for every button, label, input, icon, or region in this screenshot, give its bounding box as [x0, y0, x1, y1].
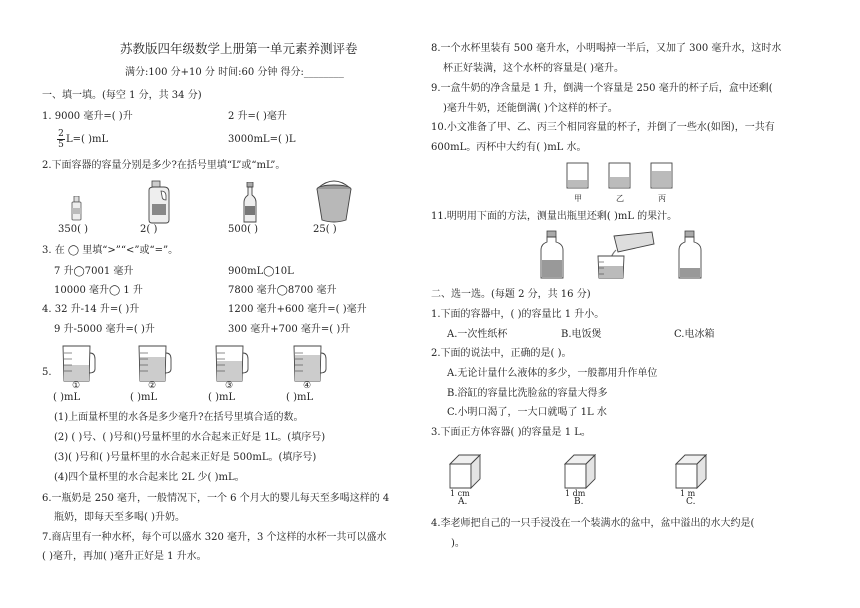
q4-b: 1200 毫升+600 毫升=( )毫升 [228, 304, 367, 315]
q5-blank-2: ( )mL [130, 392, 158, 403]
c3-question: 3.下面正方体容器( )的容量是 1 L。 [431, 427, 591, 438]
q8-line1: 8.一个水杯里装有 500 毫升水，小明喝掉一半后，又加了 300 毫升水，这时水 [431, 43, 782, 54]
q3-d: 7800 毫升◯8700 毫升 [228, 285, 337, 296]
c2-option-b: B.浴缸的容量比洗脸盆的容量大得多 [447, 388, 608, 399]
cube-b-side: 1 dm [565, 489, 586, 498]
juice-bottle-after-icon [676, 230, 706, 280]
q10-line2: 600mL。丙杯中大约有( )mL 水。 [431, 142, 587, 153]
cube-a-letter: A. [458, 497, 468, 507]
c2-option-a: A.无论计量什么液体的多少，一般都用升作单位 [447, 368, 658, 379]
section2-heading: 二、选一选。(每题 2 分，共 16 分) [431, 289, 591, 300]
cup-number-2: ② [148, 381, 157, 391]
cup-jia-icon [566, 162, 590, 190]
score-line: 满分:100 分+10 分 时间:60 分钟 得分:________ [125, 67, 344, 78]
c4-line1: 4.李老师把自己的一只手浸没在一个装满水的盆中，盆中溢出的水大约是( [431, 518, 755, 529]
q9-line2: )毫升牛奶，还能倒满( )个这样的杯子。 [443, 103, 618, 114]
q4-d: 300 毫升+700 毫升=( )升 [228, 324, 351, 335]
q9-line1: 9.一盒牛奶的净含量是 1 升，倒满一个容量是 250 毫升的杯子后，盒中还剩( [431, 83, 773, 94]
q3-b: 900mL◯10L [228, 266, 294, 277]
q6-line2: 瓶奶，即每天至多喝( )升奶。 [54, 512, 185, 523]
q5-blank-3: ( )mL [208, 392, 236, 403]
c1-question: 1.下面的容器中，( )的容量比 1 升小。 [431, 309, 605, 320]
q3-c: 10000 毫升◯ 1 升 [54, 285, 143, 296]
measuring-cup-2-icon [136, 343, 172, 383]
q8-line2: 杯正好装满，这个水杯的容量是( )毫升。 [443, 63, 624, 74]
c1-option-c: C.电冰箱 [674, 329, 715, 340]
cup-number-3: ③ [225, 381, 234, 391]
glass-bottle-icon [242, 182, 258, 224]
cube-c-letter: C. [686, 497, 696, 507]
cube-c-icon [673, 452, 713, 492]
q1-c-frac-den: 5 [58, 140, 64, 150]
cup-jia-label: 甲 [574, 194, 582, 203]
q7-line1: 7.商店里有一种水杯，每个可以盛水 320 毫升，3 个这样的水杯一共可以盛水 [42, 532, 387, 543]
measuring-cup-3-icon [213, 343, 249, 383]
c1-option-b: B.电饭煲 [561, 329, 602, 340]
q1-a: 1. 9000 毫升=( )升 [42, 111, 133, 122]
q5-sub2: (2) ( )号、( )号和()号量杯里的水合起来正好是 1L。(填序号) [54, 432, 326, 443]
q3-text: 3. 在 ◯ 里填“>”“<”或“=”。 [42, 245, 179, 256]
q5-sub3: (3)( )号和( )号量杯里的水合起来正好是 500mL。(填序号) [54, 452, 317, 463]
bucket-icon [314, 180, 354, 224]
q2-text: 2.下面容器的容量分别是多少?在括号里填“L”或“mL”。 [42, 160, 286, 171]
q1-c: L=( )mL [66, 134, 109, 145]
c4-line2: )。 [451, 538, 465, 549]
q1-d: 3000mL=( )L [228, 134, 296, 145]
cup-yi-icon [608, 162, 632, 190]
q4-a: 4. 32 升-14 升=( )升 [42, 304, 140, 315]
cup-bing-label: 丙 [658, 194, 666, 203]
cube-b-letter: B. [574, 497, 584, 507]
measuring-cup-4-icon [291, 343, 327, 383]
juice-bottle-icon [538, 230, 568, 280]
q1-c-frac-num: 2 [58, 129, 64, 139]
pouring-cup-icon [594, 230, 656, 280]
q2-label-1: 350( ) [58, 224, 89, 235]
cup-yi-label: 乙 [616, 194, 624, 203]
q10-line1: 10.小文准备了甲、乙、丙三个相同容量的杯子，并倒了一些水(如图)，一共有 [431, 122, 775, 133]
cube-c-side: 1 m [680, 489, 696, 498]
c1-option-a: A.一次性纸杯 [447, 329, 508, 340]
cube-a-icon [447, 452, 487, 492]
cup-bing-icon [650, 162, 674, 190]
cup-number-1: ① [72, 381, 81, 391]
c2-question: 2.下面的说法中，正确的是( )。 [431, 348, 572, 359]
detergent-jug-icon [146, 180, 172, 224]
q2-label-3: 500( ) [228, 224, 259, 235]
q1-b: 2 升=( )毫升 [228, 111, 287, 122]
q2-label-2: 2( ) [140, 224, 158, 235]
section1-heading: 一、填一填。(每空 1 分，共 34 分) [42, 90, 202, 101]
q5-number: 5. [42, 367, 52, 378]
q11-text: 11.明明用下面的方法，测量出瓶里还剩( )mL 的果汁。 [431, 211, 678, 222]
q2-label-4: 25( ) [313, 224, 337, 235]
c2-option-c: C.小明口渴了，一大口就喝了 1L 水 [447, 407, 607, 418]
cube-b-icon [562, 452, 602, 492]
q5-blank-1: ( )mL [53, 392, 81, 403]
q3-a: 7 升◯7001 毫升 [54, 266, 134, 277]
cube-a-side: 1 cm [450, 489, 470, 498]
cup-number-4: ④ [303, 381, 312, 391]
q4-c: 9 升-5000 毫升=( )升 [54, 324, 155, 335]
q7-line2: ( )毫升，再加( )毫升正好是 1 升水。 [42, 551, 207, 562]
q6-line1: 6.一瓶奶是 250 毫升，一般情况下，一个 6 个月大的婴儿每天至多喝这样的 4 [42, 493, 390, 504]
small-bottle-icon [70, 196, 84, 222]
measuring-cup-1-icon [60, 343, 96, 383]
q5-blank-4: ( )mL [286, 392, 314, 403]
q5-sub1: (1)上面量杯里的水各是多少毫升?在括号里填合适的数。 [54, 412, 304, 423]
q5-sub4: (4)四个量杯里的水合起来比 2L 少( )mL。 [54, 472, 245, 483]
page-title: 苏教版四年级数学上册第一单元素养测评卷 [120, 41, 358, 56]
